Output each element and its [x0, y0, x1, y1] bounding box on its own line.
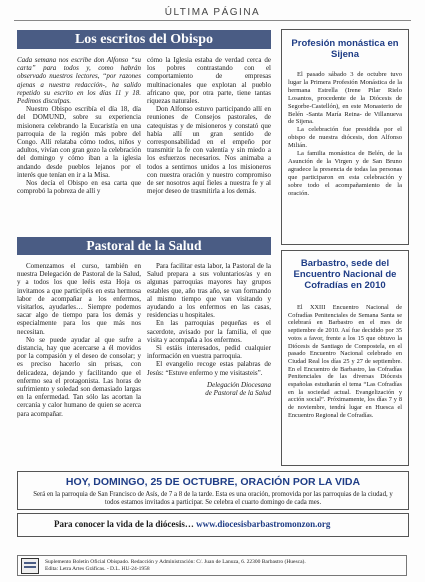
page-title: ÚLTIMA PÁGINA — [164, 7, 261, 18]
salud-banner: Pastoral de la Salud — [17, 237, 271, 255]
barbastro-box — [281, 250, 409, 466]
sijena-paragraph: El pasado sábado 3 de octubre tuvo lugar la Primera Profesión Monástica de la hermana Estrella (Irene Pilar Rielo Losantos, procedente de la Diócesis de Segorbe-Castellón), en este Monasterio de Belén -Santa María Reina- de Villanueva de Sijena. — [288, 71, 402, 126]
vida-headline: HOY, DOMINGO, 25 DE OCTUBRE, ORACIÓN POR LA VIDA — [65, 476, 361, 488]
website-link[interactable]: www.diocesisbarbastromonzon.org — [196, 519, 331, 529]
vida-box — [17, 471, 409, 510]
salud-paragraph: En las parroquias pequeñas es el sacerdote, avisado por la familia, el que visita y acompaña a los enfermos. — [147, 319, 271, 344]
footer-line: Suplemento Boletín Oficial Obispado. Redacción y Administración: C/. Juan de Lanuza, 6. 22300 Barbastro (Huesca). — [45, 559, 306, 565]
web-line — [54, 519, 330, 529]
obispo-column-1 — [17, 56, 141, 195]
vida-text: Será en la parroquia de San Francisco de Asís, de 7 a 8 de la tarde. Esta es una oración, promovida por las parroquias de la ciudad, y todos estamos invitados a participar. Se celebra el cuarto domingo de cada mes. — [33, 491, 393, 506]
web-box — [17, 513, 409, 537]
salud-signature: de Pastoral de la Salud — [205, 389, 271, 398]
header-rule — [14, 20, 411, 21]
footer-line: Edita: Letra Artes Gráficas. - D.L. HU-24-1958 — [45, 566, 150, 572]
obispo-column-2 — [147, 56, 271, 195]
salud-paragraph: No se puede ayudar al que sufre a distancia, hay que acercarse a él movidos por la compasión y el deseo de consolar; y es preciso hacerlo sin prisas, con delicadeza, dejando y facilitando que el enfermo sea el protagonista. Las horas de sufrimiento y soledad son demasiado largas en la enfermedad. Tan sólo las acortan la cercanía y calor humano de quien se acerca para acompañar. — [17, 335, 141, 418]
sijena-paragraph: La familia monástica de Belén, de la Asunción de la Virgen y de San Bruno agradece la presencia de todas las personas que participaron en esta celebración y sobre todo el acompañamiento de la oración. — [288, 150, 402, 197]
obispo-paragraph: Nos decía el Obispo en esa carta que comprobó la pobreza de allí y — [17, 179, 141, 196]
sijena-paragraph: La celebración fue presidida por el obispo de nuestra diócesis, don Alfonso Milián. — [288, 126, 402, 150]
salud-column-1 — [17, 262, 141, 418]
publisher-logo-icon — [21, 558, 39, 574]
barbastro-text — [288, 304, 402, 420]
salud-column-2 — [147, 262, 271, 397]
salud-paragraph: Comenzamos el curso, también en nuestra Delegación de Pastoral de la Salud, y a todos los que leéis esta Hoja os invitamos a que participéis en esta hermosa labor de acompañar a los enfermos, visitarlos, ayudarles… Siempre podemos sacar algo de tiempo para los demás y especialmente para los que más nos necesitan. — [17, 262, 141, 336]
sijena-box — [281, 29, 409, 245]
obispo-paragraph: cómo la Iglesia estaba de verdad cerca de los pobres contrastando con el comportamiento de empresas multinacionales que explotan al pueblo africano que, por otra parte, tiene tantas riquezas naturales. — [147, 56, 271, 106]
obispo-paragraph: Nuestro Obispo escribía el día 18, día del DOMUND, sobre su experiencia misionera celebrando la Eucaristía en una parroquia de la región más pobre del Congo. Allí relataba cómo todos, niños y adultos, vivían con gran gozo la celebración del domingo y cómo iban a la iglesia andando desde pueblos lejanos por el interés que tenían en ir a la Misa. — [17, 105, 141, 179]
salud-paragraph: Para facilitar esta labor, la Pastoral de la Salud prepara a sus voluntarios/as y en algunas parroquias mayores hay grupos estables que, año tras año, se van formando al mismo tiempo que van visitando y ayudando a los enfermos en las casas, residencias u hospitales. — [147, 262, 271, 320]
salud-paragraph: El evangelio recoge estas palabras de Jesús: “Estuve enfermo y me visitasteis”. — [147, 360, 271, 377]
sijena-title: Profesión monástica en Sijena — [291, 38, 399, 60]
obispo-paragraph: Cada semana nos escribe don Alfonso “su carta” para todos y, como habrán observado nuestros lectores, “por razones ajenas a nuestra redacción-, ha salido repetido su escrito en los días 11 y 18. Pedimos disculpas. — [17, 56, 141, 106]
page-header — [14, 7, 411, 22]
barbastro-paragraph: El XXIII Encuentro Nacional de Cofradías Penitenciales de Semana Santa se celebrará en Barbastro en el mes de septiembre de 2010. Así fue decidido por 35 votos a favor, frente a los 15 que obtuvo la Diócesis de Santiago de Compostela, en el pasado Encuentro Nacional celebrado en Ciudad Real los días 25 y 27 de septiembre. En el Encuentro de Barbastro, las Cofradías Penitenciales de las diversas Diócesis españolas estudiarán el tema “Las Cofradías en la sociedad actual. Evangelización y acción social”. Próximamente, los días 7 y 8 de noviembre, tendrá lugar en Huesca el Encuentro Regional de Cofradías. — [288, 304, 402, 419]
barbastro-title: Barbastro, sede del Encuentro Nacional de Cofradías en 2010 — [293, 258, 397, 291]
salud-paragraph: Si estáis interesados, pedid cualquier información en vuestra parroquia. — [147, 344, 271, 361]
obispo-paragraph: Don Alfonso estuvo participando allí en reuniones de Consejos pastorales, de catequistas y de misioneros y constató que había allí un gran sentido de corresponsabilidad en el empeño por transmitir la fe con valentía y sin miedo a los esfuerzos necesarios. Nos animaba a todos a sentirnos unidos a los misioneros con nuestra oración y nuestro compromiso de ser nosotros aquí fieles a nuestra fe y al mejor deseo de trasmitirla a los demás. — [147, 105, 271, 196]
salud-signature: Delegación Diocesana — [207, 380, 271, 389]
footer — [17, 555, 407, 576]
sijena-text — [288, 71, 402, 198]
obispo-banner: Los escritos del Obispo — [17, 30, 271, 49]
web-label: Para conocer la vida de la diócesis… — [54, 519, 194, 529]
